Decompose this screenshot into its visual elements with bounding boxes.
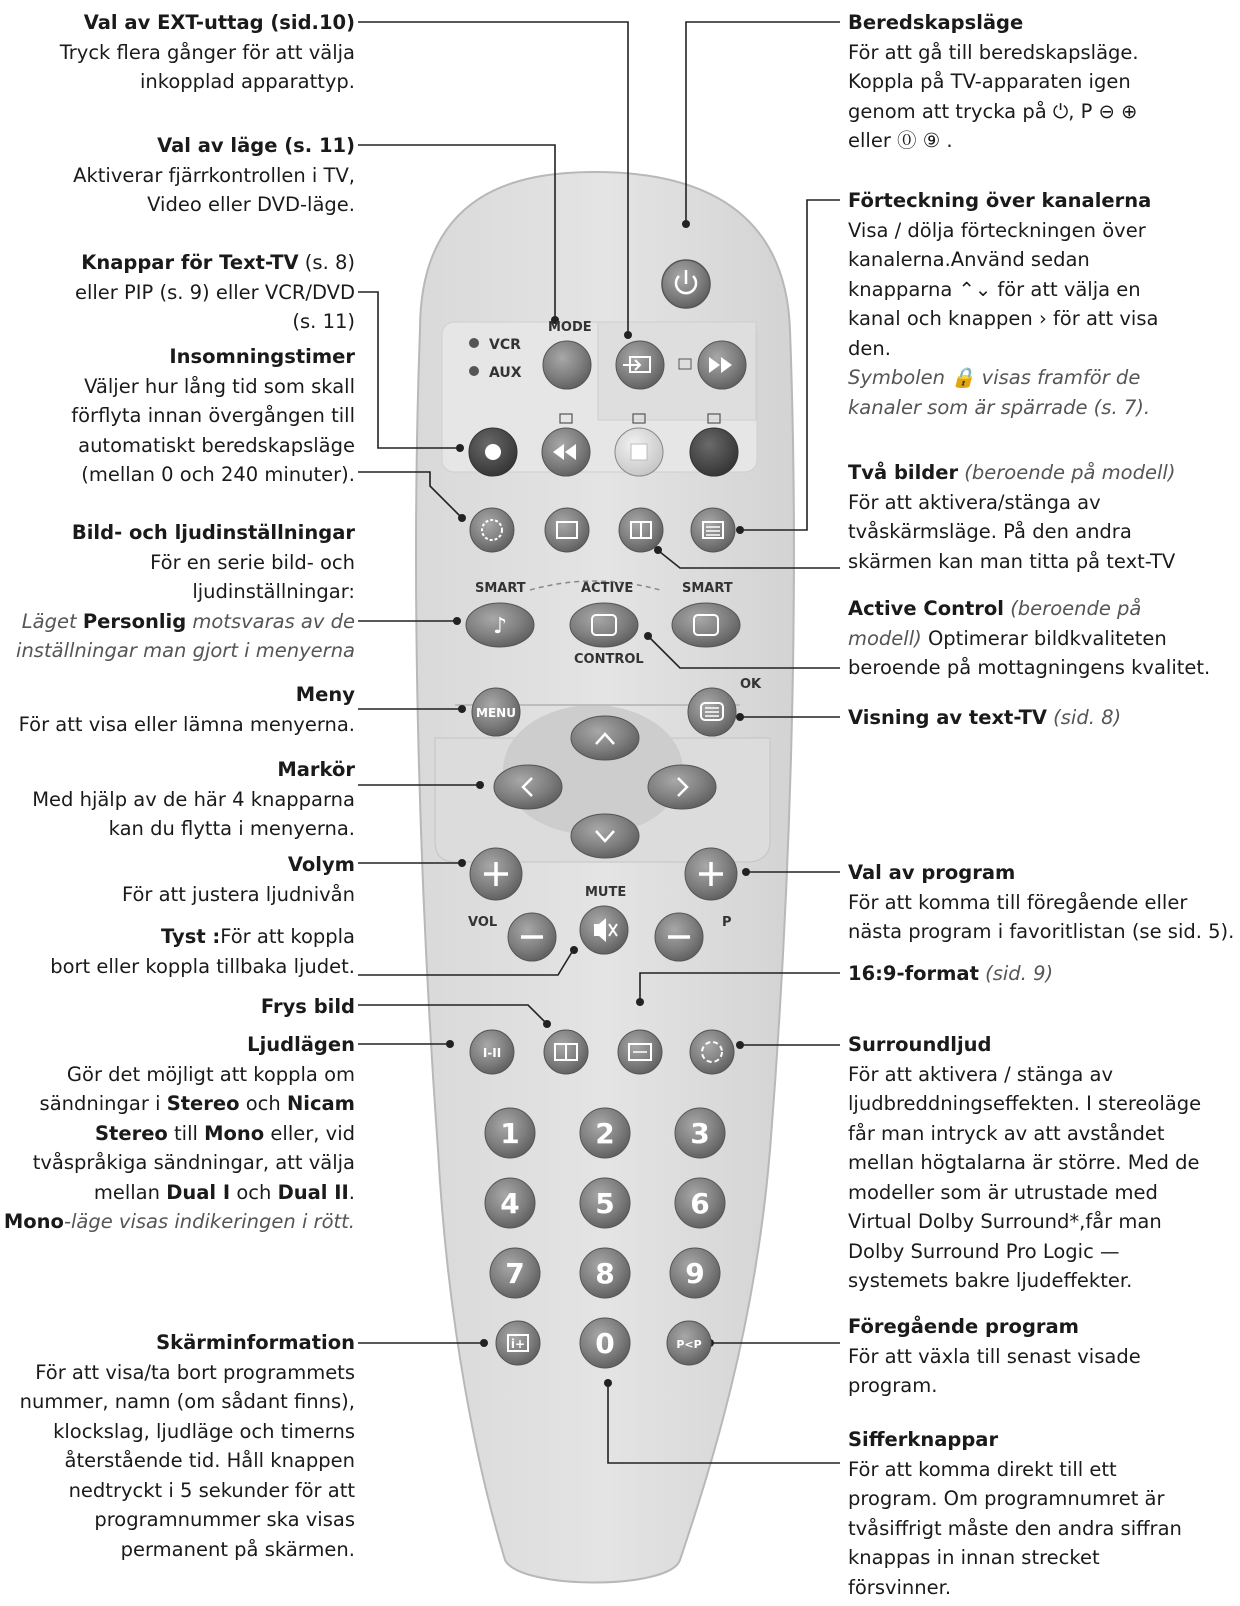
dual-screen-button[interactable] [619,508,663,552]
cursor-up-button[interactable] [571,716,639,760]
digit-label: 1 [500,1117,520,1150]
screen-info-button[interactable] [496,1321,540,1365]
surround-line: systemets bakre ljudeffekter. [848,1269,1133,1292]
p-label: P [722,915,732,930]
cursor-title: Markör [277,758,355,781]
sleep-line: förflyta innan övergången till [71,404,355,427]
active-line: beroende på mottagningens kvalitet. [848,656,1211,679]
soundmode-line: . [348,1180,355,1204]
surround-title: Surroundljud [848,1033,992,1056]
screeninfo-line: klockslag, ljudläge och timerns [53,1419,355,1443]
digit-button-7[interactable] [490,1248,540,1298]
smart-sound-button[interactable] [466,603,534,647]
screeninfo-line: permanent på skärmen. [120,1537,355,1561]
digits-line: försvinner. [848,1575,952,1599]
digit-button-5[interactable] [580,1178,630,1228]
soundmode-mono: Mono [204,1121,265,1145]
sound-mode-button[interactable] [470,1030,514,1074]
digit-label: 8 [595,1257,615,1290]
text-tv-title: Knappar för Text-TV [81,251,299,274]
list-line: Symbolen 🔒 visas framför de [848,366,1141,389]
smart-picture-button[interactable] [672,603,740,647]
digit-button-6[interactable] [675,1178,725,1228]
digit-label: 3 [690,1117,710,1150]
menu-button[interactable] [472,688,520,736]
sleep-timer-button[interactable] [470,508,514,552]
annotation-screen-info [0,1328,355,1564]
surround-line: mellan högtalarna är större. Med de [848,1151,1200,1174]
previous-line: program. [848,1374,938,1397]
picsound-line: Läget [21,609,83,633]
annotation-format [848,959,1238,989]
soundmode-nicam: Nicam [286,1092,355,1115]
aux-indicator [469,365,522,381]
program-down-button[interactable] [655,913,703,961]
annotation-mute [0,922,355,981]
digits-line: För att komma direkt till ett [848,1457,1117,1481]
screeninfo-line: nedtryckt i 5 sekunder för att [68,1478,355,1502]
soundmode-line: och [230,1180,278,1204]
digit-button-3[interactable] [675,1108,725,1158]
record-button[interactable] [469,428,517,476]
soundmode-line: till [167,1121,205,1145]
picsound-line: ljudinställningar: [192,580,355,603]
cursor-line: kan du flytta i menyerna. [108,817,355,840]
volume-down-button[interactable] [508,913,556,961]
teletext-note: (sid. 8) [1046,706,1122,729]
soundmode-line: eller, vid [264,1121,355,1145]
mode-label: MODE [548,320,592,335]
picsound-line: inställningar man gjort i menyerna [16,639,355,662]
soundmode-line: Gör det möjligt att koppla om [66,1062,355,1086]
svg-text:i+: i+ [510,1337,526,1351]
annotation-ext [0,8,355,97]
teletext-help-icon [679,359,691,369]
sleep-line: Väljer hur lång tid som skall [84,374,355,398]
text-tv-line: eller PIP (s. 9) eller VCR/DVD [74,280,355,304]
color-button[interactable] [690,428,738,476]
digits-title: Sifferknappar [848,1428,999,1451]
standby-line: genom att trycka på ⏻, P ⊖ ⊕ [848,99,1138,123]
annotation-program [848,858,1238,947]
surround-line: För att aktivera / stänga av [848,1062,1114,1086]
annotation-dual-screen [848,458,1238,576]
ext-line: inkopplad apparattyp. [139,70,355,93]
cursor-right-button[interactable] [648,765,716,809]
freeze-title: Frys bild [260,995,355,1018]
mute-title: Tyst : [161,925,221,948]
soundmode-mono: Mono [3,1210,64,1233]
cursor-left-button[interactable] [494,765,562,809]
standby-line: Koppla på TV-apparaten igen [848,70,1131,93]
list-line: den. [848,336,891,360]
smart-picture-label: SMART [682,581,733,596]
format-note: (sid. 9) [978,962,1054,985]
program-line: För att komma till föregående eller [848,890,1188,914]
freeze-button[interactable] [544,1030,588,1074]
digit-button-4[interactable] [485,1178,535,1228]
previous-line: För att växla till senast visade [848,1344,1141,1368]
volume-line: För att justera ljudnivån [121,882,355,906]
mute-line: För att koppla [220,925,355,948]
digit-button-9[interactable] [670,1248,720,1298]
annotation-surround [848,1030,1238,1296]
svg-text:P<P: P<P [676,1338,702,1351]
dual-line: För att aktivera/stänga av [848,490,1101,514]
annotation-digits [848,1425,1238,1602]
annotation-channel-list [848,186,1238,422]
annotation-text-tv [0,248,355,337]
standby-line: eller ⓪ ⑨ . [848,129,953,152]
annotation-menu [0,680,355,739]
picsound-line: motsvaras av de [186,609,355,633]
picsound-personal: Personlig [82,609,187,633]
active-line: Optimerar bildkvaliteten [921,626,1167,650]
digit-label: 5 [595,1187,615,1220]
soundmode-stereo: Stereo [166,1092,240,1115]
surround-button[interactable] [690,1030,734,1074]
menu-line: För att visa eller lämna menyerna. [18,712,355,736]
volume-title: Volym [287,853,355,876]
svg-text:MENU: MENU [476,706,516,720]
surround-line: Virtual Dolby Surround*,får man [848,1210,1162,1233]
mute-line: bort eller koppla tillbaka ljudet. [50,954,355,978]
screeninfo-line: återstående tid. Håll knappen [64,1449,355,1472]
standby-line: För att gå till beredskapsläge. [848,40,1139,64]
ext-button[interactable] [616,341,664,389]
soundmode-dual-ii: Dual II [277,1180,349,1204]
annotation-teletext [848,703,1238,733]
menu-title: Meny [295,683,355,706]
svg-text:♪: ♪ [493,614,508,639]
rewind-button[interactable] [542,428,590,476]
channel-list-button[interactable] [691,508,735,552]
tv-text-mix-button[interactable] [545,508,589,552]
format-16-9-button[interactable] [618,1030,662,1074]
soundmode-line: tvåspråkiga sändningar, att välja [32,1151,355,1174]
annotation-standby [848,8,1238,156]
active-label: ACTIVE [581,581,634,596]
digits-line: knappas in innan strecket [848,1546,1100,1569]
dual-note: (beroende på modell) [958,461,1176,484]
surround-line: Dolby Surround Pro Logic — [848,1239,1120,1263]
list-line: kanaler som är spärrade (s. 7). [848,395,1151,419]
svg-text:AUX: AUX [489,365,522,381]
digit-label: 6 [690,1187,710,1220]
digit-button-0[interactable] [580,1318,630,1368]
mode-title: Val av läge (s. 11) [157,134,355,157]
text-tv-line: (s. 11) [292,310,355,333]
teletext-button[interactable] [688,688,736,736]
program-line: nästa program i favoritlistan (se sid. 5). [848,920,1235,943]
stop-button[interactable] [615,428,663,476]
list-line: knapparna ⌃⌄ för att välja en [848,277,1141,301]
fast-forward-button[interactable] [698,341,746,389]
program-up-button[interactable] [685,848,737,900]
power-button[interactable] [662,260,710,308]
soundmode-line: -läge visas indikeringen i rött. [63,1210,355,1233]
vol-label: VOL [468,915,498,930]
soundmode-title: Ljudlägen [247,1033,355,1056]
cursor-line: Med hjälp av de här 4 knapparna [32,787,355,811]
transport-small-icons [560,414,720,423]
annotation-mode [0,131,355,220]
mode-line: Aktiverar fjärrkontrollen i TV, [73,163,355,187]
surround-line: modeller som är utrustade med [848,1180,1158,1204]
svg-text:VCR: VCR [489,337,521,353]
digit-button-8[interactable] [580,1248,630,1298]
ext-line: Tryck flera gånger för att välja [59,40,355,64]
screeninfo-line: programnummer ska visas [94,1508,355,1531]
annotation-sound-mode [0,1030,355,1237]
digit-button-2[interactable] [580,1108,630,1158]
digit-button-1[interactable] [485,1108,535,1158]
control-label: CONTROL [574,652,644,667]
mute-label: MUTE [585,885,627,900]
active-note: modell) [848,626,922,650]
active-control-button[interactable] [570,603,638,647]
ok-label: OK [740,677,762,692]
annotation-cursor [0,755,355,844]
list-title: Förteckning över kanalerna [848,189,1152,212]
screeninfo-line: nummer, namn (om sådant finns), [19,1390,355,1413]
dual-line: tvåskärmsläge. På den andra [848,520,1132,543]
mode-line: Video eller DVD-läge. [147,193,355,216]
format-title: 16:9-format [848,962,979,985]
soundmode-line: mellan [93,1180,167,1204]
screeninfo-title: Skärminformation [156,1331,355,1354]
annotation-volume [0,850,355,909]
active-note: (beroende på [1004,597,1142,620]
cursor-down-button[interactable] [571,814,639,858]
dual-line: skärmen kan man titta på text-TV [848,549,1176,573]
standby-title: Beredskapsläge [848,11,1024,34]
sleep-line: (mellan 0 och 240 minuter). [81,463,355,486]
digit-label: 9 [685,1257,705,1290]
digits-line: tvåsiffrigt måste den andra siffran [848,1516,1182,1540]
annotation-sleep [0,342,355,490]
svg-text:I-II: I-II [482,1046,502,1060]
ext-title: Val av EXT-uttag (sid.10) [83,11,355,34]
screeninfo-line: För att visa/ta bort programmets [35,1360,355,1384]
previous-program-button[interactable] [667,1321,711,1365]
picsound-title: Bild- och ljudinställningar [71,521,355,544]
soundmode-dual-i: Dual I [166,1180,231,1204]
soundmode-line: och [239,1092,287,1115]
mute-button[interactable] [580,906,628,954]
dual-title: Två bilder [848,461,959,484]
annotation-freeze [0,992,355,1022]
program-title: Val av program [848,861,1016,884]
previous-title: Föregående program [848,1315,1079,1338]
annotation-active-control [848,594,1238,683]
digits-line: program. Om programnumret är [848,1487,1165,1510]
digit-label: 0 [595,1327,615,1360]
list-line: kanal och knappen › för att visa [848,307,1159,330]
active-title: Active Control [848,597,1004,620]
list-line: Visa / dölja förteckningen över [848,218,1146,242]
digit-label: 4 [500,1187,520,1220]
smart-sound-label: SMART [475,581,526,596]
volume-up-button[interactable] [470,848,522,900]
soundmode-line: sändningar i [39,1092,167,1115]
soundmode-stereo: Stereo [94,1121,168,1145]
surround-line: får man intryck av att avståndet [848,1121,1165,1145]
annotation-previous-program [848,1312,1238,1401]
annotation-picture-sound [0,518,355,666]
list-line: kanalerna.Använd sedan [848,248,1090,271]
mode-button[interactable] [543,341,591,389]
sleep-line: automatiskt beredskapsläge [78,433,355,457]
teletext-title: Visning av text-TV [848,706,1047,729]
digit-label: 2 [595,1117,615,1150]
digit-label: 7 [505,1257,525,1290]
sleep-title: Insomningstimer [169,345,355,368]
picsound-line: För en serie bild- och [150,550,355,574]
text-tv-ref: (s. 8) [298,251,355,274]
vcr-indicator [469,337,521,353]
surround-line: ljudbreddningseffekten. I stereoläge [848,1092,1202,1115]
